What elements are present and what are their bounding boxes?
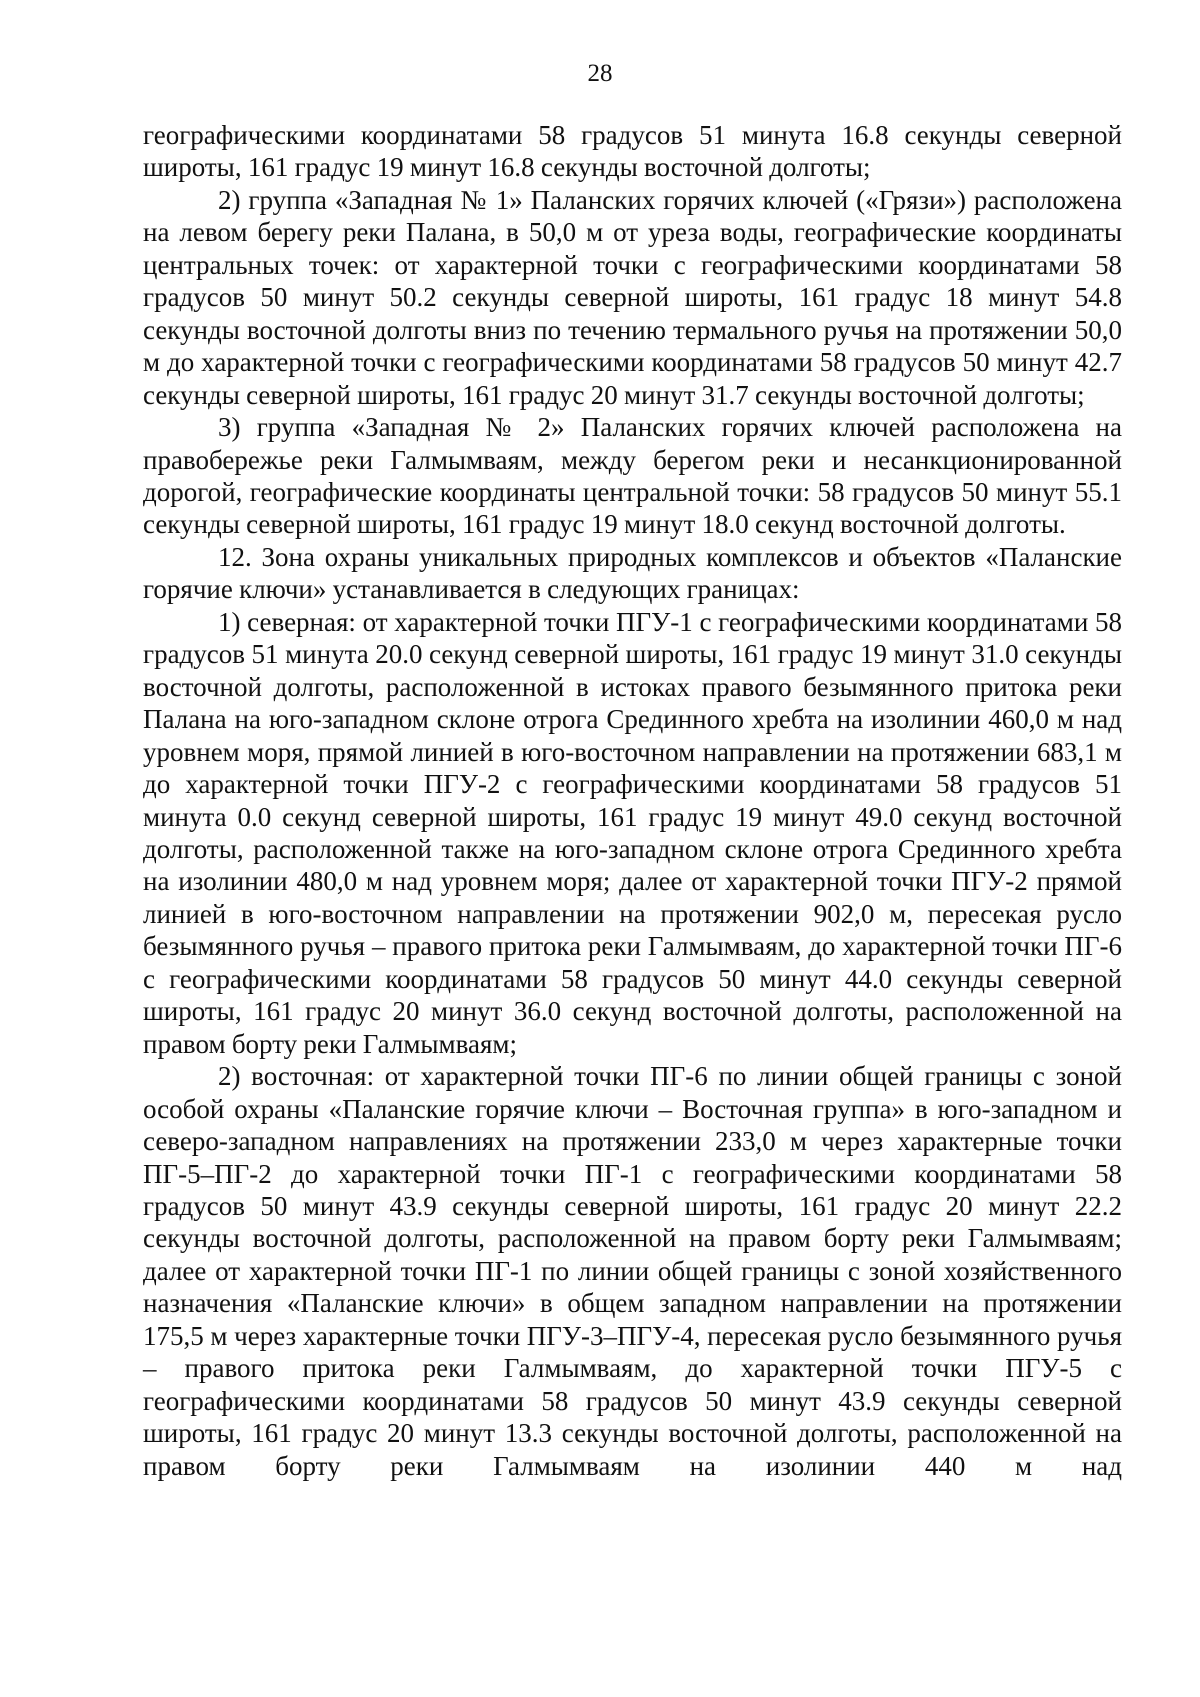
paragraph-continuation: географическими координатами 58 градусов 51 минута 16.8 секунды северной широты, 161 градус 19 минут 16.8 секунды восточной долготы;: [143, 120, 1122, 183]
paragraph-item-3-western-group-2: 3) группа «Западная № 2» Паланских горячих ключей расположена на правобережье реки Галмымваям, между берегом реки и несанкционированной дорогой, географические координаты центральной точки: 58 градусов 50 минут 55.1 секунды северной широты, 161 градус 19 минут 18.0 секунд восточной долготы.: [143, 412, 1122, 540]
paragraph-section-12-heading: 12. Зона охраны уникальных природных комплексов и объектов «Паланские горячие ключи» устанавливается в следующих границах:: [143, 541, 1122, 605]
page-number: 28: [587, 60, 613, 87]
document-body: [143, 119, 1122, 1482]
paragraph-boundary-north: 1) северная: от характерной точки ПГУ-1 с географическими координатами 58 градусов 51 минута 20.0 секунд северной широты, 161 градус 19 минут 31.0 секунды восточной долготы, расположенной в истоках правого безымянного притока реки Палана на юго-западном склоне отрога Срединного хребта на изолинии 460,0 м над уровнем моря, прямой линией в юго-восточном направлении на протяжении 683,1 м до характерной точки ПГУ-2 с географическими координатами 58 градусов 51 минута 0.0 секунд северной широты, 161 градус 19 минут 49.0 секунд восточной долготы, расположенной также на юго-западном склоне отрога Срединного хребта на изолинии 480,0 м над уровнем моря; далее от характерной точки ПГУ-2 прямой линией в юго-восточном направлении на протяжении 902,0 м, пересекая русло безымянного ручья – правого притока реки Галмымваям, до характерной точки ПГ-6 с географическими координатами 58 градусов 50 минут 44.0 секунды северной широты, 161 градус 20 минут 36.0 секунд восточной долготы, расположенной на правом борту реки Галмымваям;: [143, 606, 1122, 1059]
paragraph-boundary-east: 2) восточная: от характерной точки ПГ-6 по линии общей границы с зоной особой охраны «Паланские горячие ключи – Восточная группа» в юго-западном и северо-западном направлениях на протяжении 233,0 м через характерные точки ПГ-5–ПГ-2 до характерной точки ПГ-1 с географическими координатами 58 градусов 50 минут 43.9 секунды северной широты, 161 градус 20 минут 22.2 секунды восточной долготы, расположенной на правом борту реки Галмымваям; далее от характерной точки ПГ-1 по линии общей границы с зоной хозяйственного назначения «Паланские ключи» в общем западном направлении на протяжении 175,5 м через характерные точки ПГУ-3–ПГУ-4, пересекая русло безымянного ручья – правого притока реки Галмымваям, до характерной точки ПГУ-5 с географическими координатами 58 градусов 50 минут 43.9 секунды северной широты, 161 градус 20 минут 13.3 секунды восточной долготы, расположенной на правом борту реки Галмымваям на изолинии 440 м над: [143, 1061, 1122, 1481]
paragraph-item-2-western-group-1: 2) группа «Западная № 1» Паланских горячих ключей («Грязи») расположена на левом берегу реки Палана, в 50,0 м от уреза воды, географические координаты центральных точек: от характерной точки с географическими координатами 58 градусов 50 минут 50.2 секунды северной широты, 161 градус 18 минут 54.8 секунды восточной долготы вниз по течению термального ручья на протяжении 50,0 м до характерной точки с географическими координатами 58 градусов 50 минут 42.7 секунды северной широты, 161 градус 20 минут 31.7 секунды восточной долготы;: [143, 184, 1122, 410]
